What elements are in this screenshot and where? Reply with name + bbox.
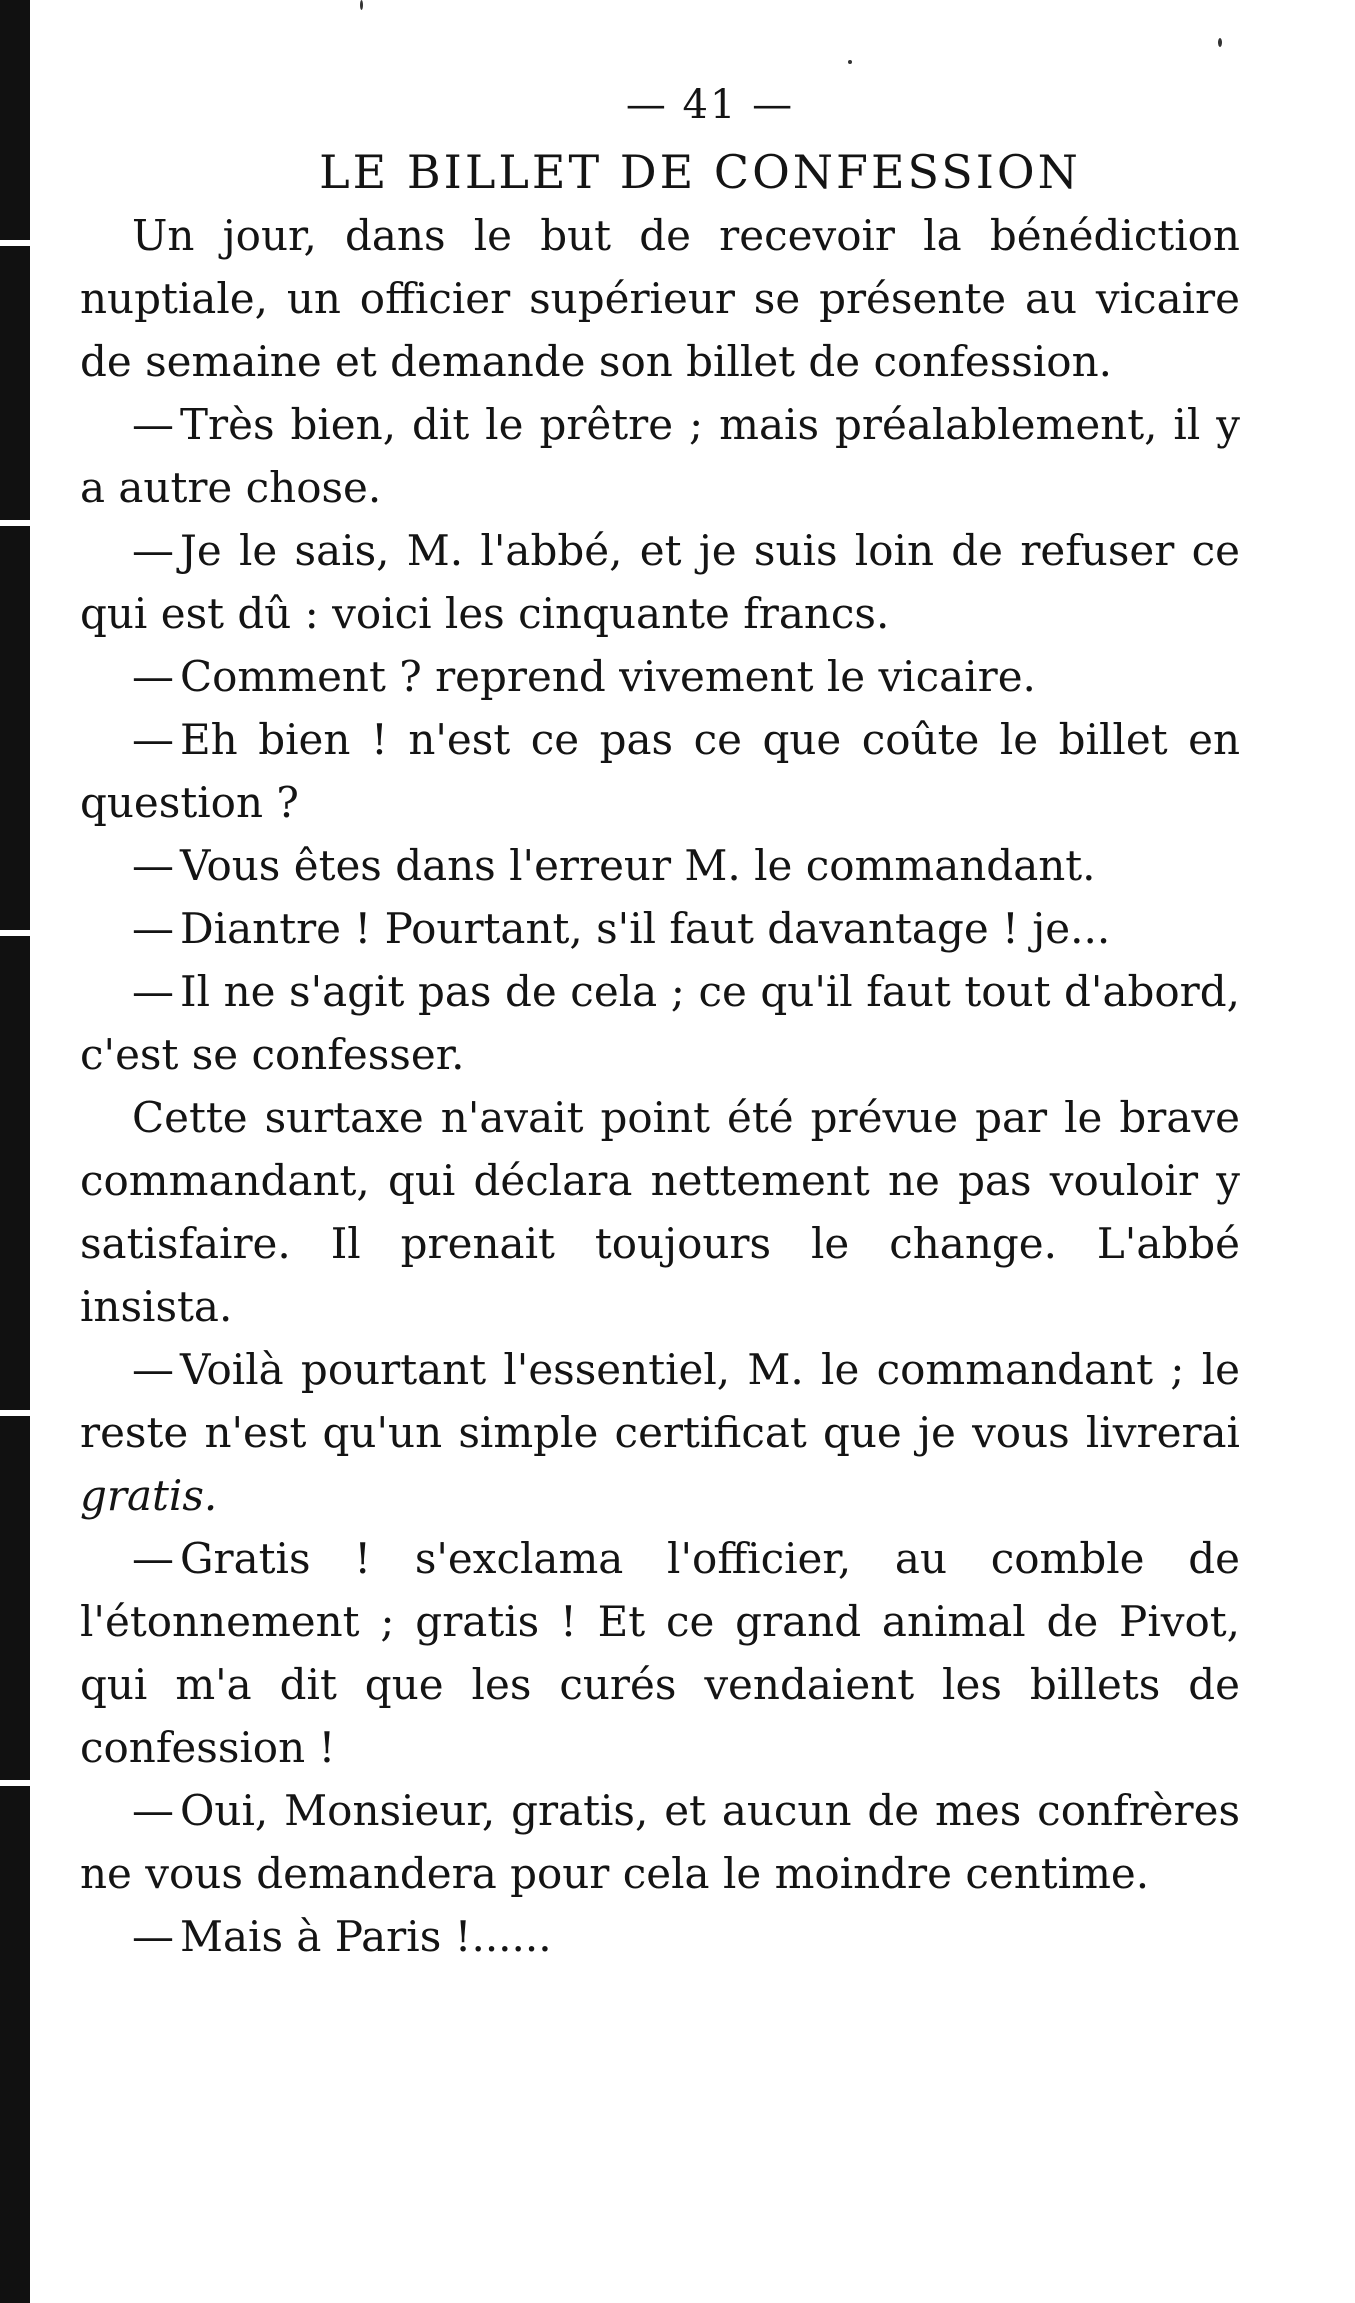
binding-mark — [0, 240, 30, 246]
dialogue-line: — Gratis ! s'exclama l'officier, au comble de l'étonnement ; gratis ! Et ce grand animal de Pivot, qui m'a dit que les curés vendaient les billets de confession ! — [80, 1534, 1240, 1772]
italic-word: gratis. — [80, 1471, 218, 1520]
dialogue-line: — Je le sais, M. l'abbé, et je suis loin de refuser ce qui est dû : voici les cinquante francs. — [80, 526, 1240, 638]
binding-mark — [0, 1410, 30, 1416]
page-text — [80, 70, 1240, 1968]
ink-speck — [360, 0, 363, 10]
dialogue-line: — Mais à Paris !...... — [132, 1912, 552, 1961]
dialogue-line: — Voilà pourtant l'essentiel, M. le commandant ; le reste n'est qu'un simple certificat que je vous livrerai gratis. — [80, 1345, 1240, 1520]
binding-mark — [0, 1780, 30, 1786]
chapter-title: LE BILLET DE CONFESSION — [319, 145, 1081, 199]
dialogue-line: — Il ne s'agit pas de cela ; ce qu'il faut tout d'abord, c'est se confesser. — [80, 967, 1240, 1079]
paragraph: Cette surtaxe n'avait point été prévue par le brave commandant, qui déclara nettement ne pas vouloir y satisfaire. Il prenait toujours le change. L'abbé insista. — [80, 1093, 1240, 1331]
dialogue-line: — Eh bien ! n'est ce pas ce que coûte le billet en question ? — [80, 715, 1240, 827]
binding-mark — [0, 520, 30, 526]
ink-speck — [848, 60, 852, 64]
dialogue-line: — Très bien, dit le prêtre ; mais préalablement, il y a autre chose. — [80, 400, 1240, 512]
ink-speck — [1218, 38, 1222, 47]
page-binding-edge — [0, 0, 30, 2303]
dialogue-line: — Oui, Monsieur, gratis, et aucun de mes confrères ne vous demandera pour cela le moindre centime. — [80, 1786, 1240, 1898]
binding-mark — [0, 930, 30, 936]
dialogue-line: — Diantre ! Pourtant, s'il faut davantage ! je... — [132, 904, 1111, 953]
paragraph: Un jour, dans le but de recevoir la bénédiction nuptiale, un officier supérieur se présente au vicaire de semaine et demande son billet de confession. — [80, 211, 1240, 386]
page-number: — 41 — — [625, 82, 795, 128]
dialogue-line: — Comment ? reprend vivement le vicaire. — [132, 652, 1036, 701]
dialogue-line: — Vous êtes dans l'erreur M. le commandant. — [132, 841, 1096, 890]
